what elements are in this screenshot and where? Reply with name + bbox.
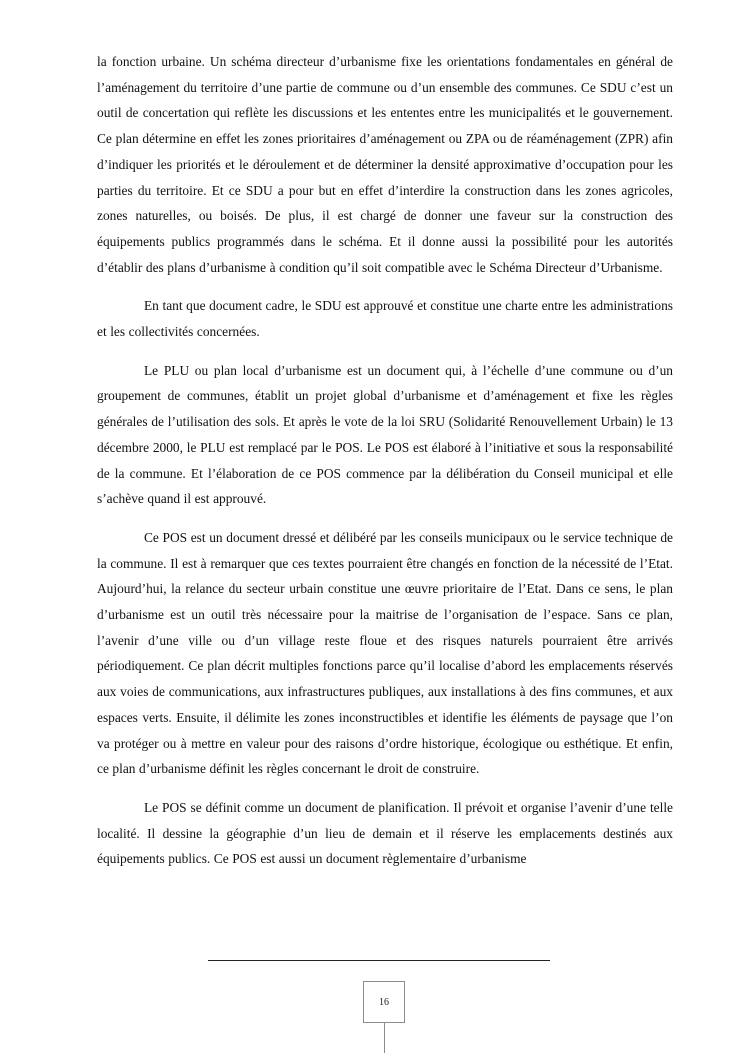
paragraph-5: Le POS se définit comme un document de planification. Il prévoit et organise l’avenir d’une telle localité. Il dessine la géographie d’un lieu de demain et il réserve les emplacements destinés aux équipements publics. Ce POS est aussi un document règlementaire d’urbanisme [97,799,673,867]
page-number: 16 [363,981,405,1023]
paragraph-4: Ce POS est un document dressé et délibéré par les conseils municipaux ou le service technique de la commune. Il est à remarquer que ces textes pourraient être changés en fonction de la nécessité de l’Etat. Aujourd’hui, la relance du secteur urbain constitue une œuvre prioritaire de l’Etat. Dans ce sens, le plan d’urbanisme est un outil très nécessaire pour la maitrise de l’organisation de l’espace. Sans ce plan, l’avenir d’une ville ou d’un village reste floue et des risques naturels pourraient être arrivés périodiquement. Ce plan décrit multiples fonctions parce qu’il localise d’abord les emplacements réservés aux voies de communications, aux infrastructures publiques, aux installations à des fins communes, et aux espaces verts. Ensuite, il délimite les zones inconstructibles et identifie les éléments de paysage que l’on va protéger ou à mettre en valeur pour des raisons d’ordre historique, écologique ou esthétique. Et enfin, ce plan d’urbanisme définit les règles concernant le droit de construire. [97,529,673,777]
paragraph-1: la fonction urbaine. Un schéma directeur d’urbanisme fixe les orientations fondamentales en général de l’aménagement du territoire d’une partie de commune ou d’un ensemble des communes. Ce SDU c’est un outil de concertation qui reflète les discussions et les ententes entre les municipalités et le gouvernement. Ce plan détermine en effet les zones prioritaires d’aménagement ou ZPA ou de réaménagement (ZPR) afin d’indiquer les priorités et le déroulement et de déterminer la densité approximative d’occupation pour les parties du territoire. Et ce SDU a pour but en effet d’interdire la construction dans les zones agricoles, zones naturelles, ou boisés. De plus, il est chargé de donner une faveur sur la construction des équipements publics programmés dans le schéma. Et il donne aussi la possibilité pour les autorités d’établir des plans d’urbanisme à condition qu’il soit compatible avec le Schéma Directeur d’Urbanisme. [97,54,673,275]
footer-rule [208,960,550,961]
paragraph-2: En tant que document cadre, le SDU est approuvé et constitue une charte entre les administrations et les collectivités concernées. [97,298,673,340]
page-number-stem [384,1023,385,1053]
body-text [97,49,673,872]
paragraph-3: Le PLU ou plan local d’urbanisme est un document qui, à l’échelle d’une commune ou d’un groupement de communes, établit un projet global d’urbanisme et d’aménagement et fixe les règles générales de l’utilisation des sols. Et après le vote de la loi SRU (Solidarité Renouvellement Urbain) le 13 décembre 2000, le PLU est remplacé par le POS. Le POS est élaboré à l’initiative et sous la responsabilité de la commune. Et l’élaboration de ce POS commence par la délibération du Conseil municipal et elle s’achève quand il est approuvé. [97,362,673,507]
